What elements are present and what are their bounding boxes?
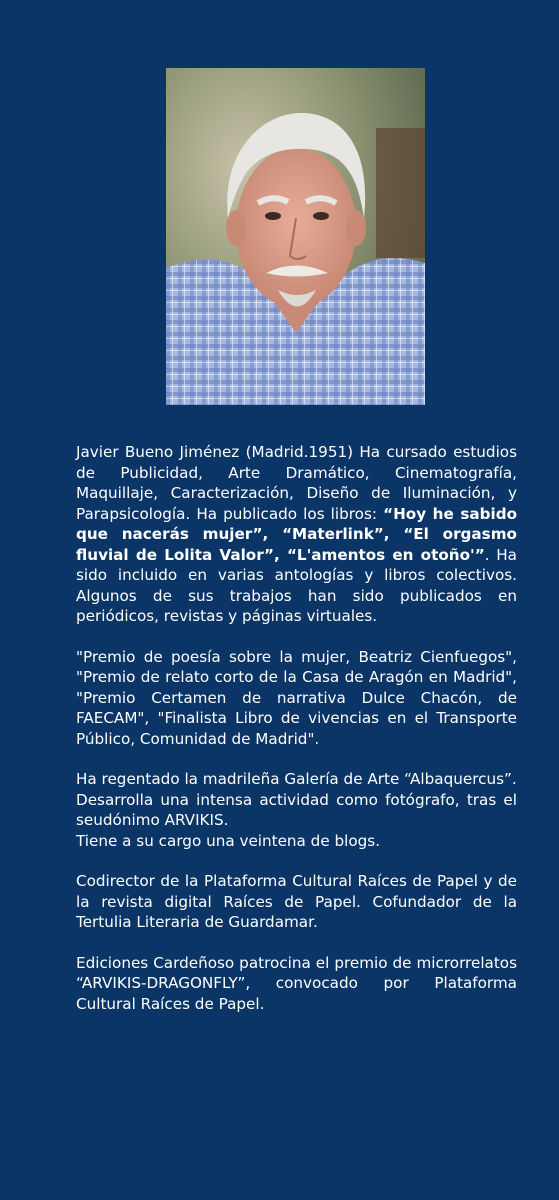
book-title-lamentos-en-otono: “L'amentos en otoño'” <box>286 545 485 564</box>
bio-gallery-line: Ha regentado la madrileña Galería de Arte “Albaquercus”. <box>76 770 517 788</box>
bio-intro-end: . Ha sido incluido en varias antologías y libros colectivos. Algunos de sus trabajos han sido publicados en periódicos, revistas y páginas virtuales. <box>76 545 517 625</box>
book-title-hoy-he-sabido: “Hoy he sabido que nacerás mujer” <box>76 504 517 543</box>
bio-intro-text: Javier Bueno Jiménez (Madrid.1951) Ha cursado estudios de Publicidad, Arte Dramático, Cinematografía, Maquillaje, Caracterización, Diseño de Iluminación, y Parapsicología. Ha publicado los libros: <box>76 443 517 523</box>
bio-photographer-line: Desarrolla una intensa actividad como fotógrafo, tras el seudónimo ARVIKIS. <box>76 790 517 829</box>
book-separator: , <box>262 525 283 543</box>
bio-intro-paragraph <box>76 442 517 627</box>
bio-codirector-paragraph: Codirector de la Plataforma Cultural Raíces de Papel y de la revista digital Raíces de Papel. Cofundador de la Tertulia Literaria de Guardamar. <box>76 872 517 931</box>
book-title-materlink: “Materlink” <box>282 525 384 543</box>
bio-awards-paragraph: "Premio de poesía sobre la mujer, Beatriz Cienfuegos", "Premio de relato corto de la Casa de Aragón en Madrid", "Premio Certamen de narrativa Dulce Chacón, de FAECAM", "Finalista Libro de vivencias en el Transporte Público, Comunidad de Madrid". <box>76 647 517 748</box>
bio-blogs-line: Tiene a su cargo una veintena de blogs. <box>76 831 381 850</box>
author-biography <box>76 442 517 1034</box>
book-title-el-orgasmo-fluvial: “El orgasmo fluvial de Lolita Valor” <box>76 525 517 564</box>
author-portrait-icon <box>166 68 425 405</box>
book-separator: , <box>383 525 404 543</box>
bio-prize-paragraph: Ediciones Cardeñoso patrocina el premio de microrrelatos “ARVIKIS-DRAGONFLY”, convocado por Plataforma Cultural Raíces de Papel. <box>76 953 517 1013</box>
book-separator: , <box>273 545 287 564</box>
author-photo <box>166 68 425 405</box>
